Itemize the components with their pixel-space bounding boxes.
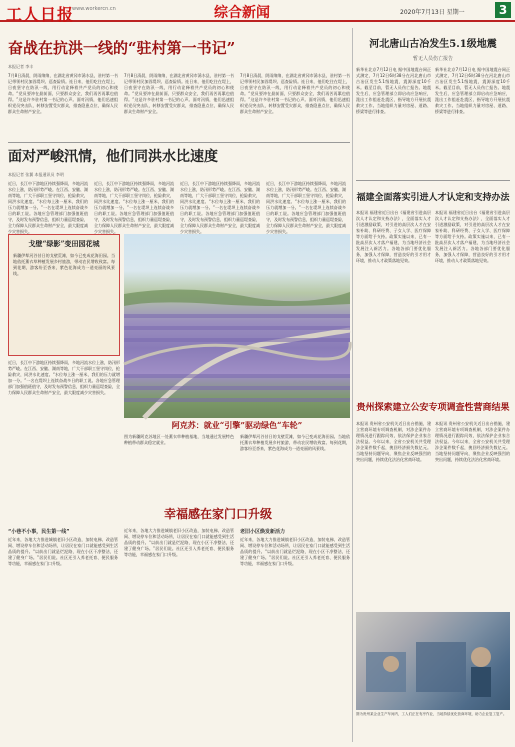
article-headline: 面对严峻汛情，他们同洪水比速度 — [8, 149, 218, 165]
article-body: 近日，长江中下游地区持续强降雨，多地河流水位上涨，防汛形势严峻。在江西、安徽、湖南等地，广大干部职工坚守岗位，抢险救灾，同洪水比速度。“水位每上涨一厘米，我们的压力就增加一分。”一名在堤坝上连续奋战多日的职工说。各地应急管理部门加强值班值守，及时发布预警信息，组织力量巡堤查险，全力保障人民群众生命财产安全，最大限度减少灾害损失。 — [180, 181, 260, 234]
article-subhead: “小巷不小事，民生第一线” — [8, 529, 70, 535]
article-body: 新华社北京7月12日电 据中国地震台网正式测定，7月12日6时38分在河北唐山市古冶区发生5.1级地震，震源深度10千米。截至目前，暂无人员伤亡报告。地震发生后，应急管理部立即启动应急响应，派出工作组赶赴震区，指导地方开展抗震救灾工作。当地组织力量对房屋、道路、桥梁等进行排查。 — [435, 67, 510, 114]
article-headline: 戈壁“绿影”变田园花城 — [28, 239, 100, 248]
article-byline: 本报记者 李丰 — [8, 64, 34, 69]
article-headline: 幸福感在家门口升级 — [163, 507, 272, 521]
article-earthquake — [356, 28, 510, 178]
article-body: 本报讯 福建省近日出台《福建省引进高层次人才认定和支持办法》，全面落实人才引进激励政策，对引进的高层次人才在安家补助、科研经费、子女入学、医疗保障等方面给予支持。政策实施以来，已有一批高层次人才落户福建，为当地经济社会发展注入新活力。各地各部门要优化服务，加强人才保障，营造良好的引才用才环境，推动人才政策落地见效。 — [435, 210, 510, 263]
article-subhead: 老旧小区焕发新活力 — [240, 529, 286, 535]
factory-photo — [356, 612, 510, 710]
article-gobi-continued — [8, 360, 120, 500]
divider — [8, 142, 350, 143]
article-headline: 福建全面落实引进人才认定和支持办法 — [356, 193, 510, 203]
column-divider — [352, 28, 353, 742]
article-headline: 奋战在抗洪一线的“驻村第一书记” — [8, 39, 236, 57]
publication-date: 2020年7月13日 星期一 — [400, 9, 465, 16]
article-happiness — [8, 506, 350, 742]
article-headline: 河北唐山古冶发生5.1级地震 — [369, 39, 497, 50]
article-body: 新华社北京7月12日电 据中国地震台网正式测定，7月12日6时38分在河北唐山市古冶区发生5.1级地震，震源深度10千米。截至目前，暂无人员伤亡报告。地震发生后，应急管理部立即启动应急响应，派出工作组赶赴震区，指导地方开展抗震救灾工作。当地组织力量对房屋、道路、桥梁等进行排查。 — [356, 67, 431, 114]
article-guizhou — [356, 380, 510, 610]
photo-caption-title: 阿克苏：就业“引擎”驱动绿色“车轮” — [171, 420, 303, 430]
article-column — [8, 528, 118, 738]
article-body: 本报讯 贵州省公安机关近日出台措施，建立营商环境专项调查机制，对涉企案件办理情况进行跟踪问效，依法保护企业家合法权益。今年以来，全省公安机关共受理涉企案件数千起，挽回经济损失数亿元。当地坚持问题导向，聚焦企业反映强烈的突出问题，持续优化法治化营商环境。 — [356, 421, 431, 462]
newspaper-url: www.workercn.cn — [72, 6, 116, 12]
photo-caption-body — [124, 434, 350, 504]
lavender-field-photo — [124, 234, 350, 418]
article-flood-secretary — [8, 28, 350, 140]
article-body: 近日，长江中下游地区持续强降雨，多地河流水位上涨，防汛形势严峻。在江西、安徽、湖南等地，广大干部职工坚守岗位，抢险救灾，同洪水比速度。“水位每上涨一厘米，我们的压力就增加一分。”一名在堤坝上连续奋战多日的职工说。各地应急管理部门加强值班值守，及时发布预警信息，组织力量巡堤查险，全力保障人民群众生命财产安全，最大限度减少灾害损失。 — [8, 360, 120, 395]
article-body: 本报讯 贵州省公安机关近日出台措施，建立营商环境专项调查机制，对涉企案件办理情况进行跟踪问效，依法保护企业家合法权益。今年以来，全省公安机关共受理涉企案件数千起，挽回经济损失数亿元。当地坚持问题导向，聚焦企业反映强烈的突出问题，持续优化法治化营商环境。 — [435, 421, 510, 462]
article-column — [240, 528, 350, 738]
article-body: 近年来，各地大力推进城镇老旧小区改造，加装电梯、改造管网、增设停车位和活动场所，让居民在家门口就能感受到生活品质的提升。“以前出门就是烂泥路，现在小区干净整洁，还建了健身广场。”居民们说。社区还引入养老托育、便民服务等功能，幸福感在家门口升级。 — [8, 537, 118, 566]
article-body: 近年来，各地大力推进城镇老旧小区改造，加装电梯、改造管网、增设停车位和活动场所，让居民在家门口就能感受到生活品质的提升。“以前出门就是烂泥路，现在小区干净整洁，还建了健身广场。”居民们说。社区还引入养老托育、便民服务等功能，幸福感在家门口升级。 — [124, 528, 234, 557]
article-headline: 贵州探索建立公安专项调查性营商结果 — [356, 403, 510, 413]
article-gobi-box — [8, 234, 120, 356]
factory-photo-caption: 图为贵州某企业生产车间内，工人们正在有序作业，当地持续优化营商环境，助力企业复工复产。 — [356, 712, 507, 716]
article-subhead: 暂无人员伤亡报告 — [412, 56, 453, 62]
factory-illustration — [356, 612, 510, 710]
article-body: 7月8日清晨，阴雨绵绵，在湖北省黄冈市浠水县，驻村第一书记带领村民加固堤坝、巡查险情。连日来，他们吃住在堤上，日夜坚守在防汛一线，用行动诠释着共产党员的初心和使命。“党员要冲在最前面，只要群众安全，我们再苦再累也值得。”这是许多驻村第一书记的心声。面对汛情，他们迅速组织党员突击队，转移安置受灾群众，排查隐患点位，确保人民群众生命财产安全。 — [124, 73, 234, 114]
article-body: 近日，长江中下游地区持续强降雨，多地河流水位上涨，防汛形势严峻。在江西、安徽、湖南等地，广大干部职工坚守岗位，抢险救灾，同洪水比速度。“水位每上涨一厘米，我们的压力就增加一分。”一名在堤坝上连续奋战多日的职工说。各地应急管理部门加强值班值守，及时发布预警信息，组织力量巡堤查险，全力保障人民群众生命财产安全，最大限度减少灾害损失。 — [94, 181, 174, 234]
section-title: 综合新闻 — [214, 5, 270, 21]
article-body: 近日，长江中下游地区持续强降雨，多地河流水位上涨，防汛形势严峻。在江西、安徽、湖南等地，广大干部职工坚守岗位，抢险救灾，同洪水比速度。“水位每上涨一厘米，我们的压力就增加一分。”一名在堤坝上连续奋战多日的职工说。各地应急管理部门加强值班值守，及时发布预警信息，组织力量巡堤查险，全力保障人民群众生命财产安全，最大限度减少灾害损失。 — [266, 181, 346, 234]
divider — [356, 180, 510, 181]
masthead — [0, 0, 515, 22]
caption-text: 新疆伊犁河谷昔日的戈壁荒滩，如今已变成花海田园。当地依托薰衣草种植发展乡村旅游，带动农民增收致富。每到花期，游客纷至沓来，紫色花海成为一道亮丽的风景线。 — [240, 434, 350, 451]
article-flood-race — [8, 148, 350, 234]
lavender-field-illustration — [124, 234, 350, 418]
caption-text: 图为新疆阿克苏地区一处薰衣草种植基地，当地通过发展特色种植带动群众稳定就业。 — [124, 434, 234, 445]
article-body: 近年来，各地大力推进城镇老旧小区改造，加装电梯、改造管网、增设停车位和活动场所，让居民在家门口就能感受到生活品质的提升。“以前出门就是烂泥路，现在小区干净整洁，还建了健身广场。”居民们说。社区还引入养老托育、便民服务等功能，幸福感在家门口升级。 — [240, 537, 350, 566]
newspaper-logo: 工人日报 — [6, 5, 75, 24]
article-column — [124, 528, 234, 738]
article-body: 7月8日清晨，阴雨绵绵，在湖北省黄冈市浠水县，驻村第一书记带领村民加固堤坝、巡查险情。连日来，他们吃住在堤上，日夜坚守在防汛一线，用行动诠释着共产党员的初心和使命。“党员要冲在最前面，只要群众安全，我们再苦再累也值得。”这是许多驻村第一书记的心声。面对汛情，他们迅速组织党员突击队，转移安置受灾群众，排查隐患点位，确保人民群众生命财产安全。 — [8, 73, 118, 114]
article-fujian-talent — [356, 186, 510, 376]
article-body: 近日，长江中下游地区持续强降雨，多地河流水位上涨，防汛形势严峻。在江西、安徽、湖南等地，广大干部职工坚守岗位，抢险救灾，同洪水比速度。“水位每上涨一厘米，我们的压力就增加一分。”一名在堤坝上连续奋战多日的职工说。各地应急管理部门加强值班值守，及时发布预警信息，组织力量巡堤查险，全力保障人民群众生命财产安全，最大限度减少灾害损失。 — [8, 181, 88, 234]
article-body: 7月8日清晨，阴雨绵绵，在湖北省黄冈市浠水县，驻村第一书记带领村民加固堤坝、巡查险情。连日来，他们吃住在堤上，日夜坚守在防汛一线，用行动诠释着共产党员的初心和使命。“党员要冲在最前面，只要群众安全，我们再苦再累也值得。”这是许多驻村第一书记的心声。面对汛情，他们迅速组织党员突击队，转移安置受灾群众，排查隐患点位，确保人民群众生命财产安全。 — [240, 73, 350, 114]
article-body: 本报讯 福建省近日出台《福建省引进高层次人才认定和支持办法》，全面落实人才引进激励政策，对引进的高层次人才在安家补助、科研经费、子女入学、医疗保障等方面给予支持。政策实施以来，已有一批高层次人才落户福建，为当地经济社会发展注入新活力。各地各部门要优化服务，加强人才保障，营造良好的引才用才环境，推动人才政策落地见效。 — [356, 210, 431, 263]
article-byline: 本报记者 张翼 本报通讯员 李明 — [8, 172, 64, 177]
article-body: 新疆伊犁河谷昔日的戈壁荒滩，如今已变成花海田园。当地依托薰衣草种植发展乡村旅游，带动农民增收致富。每到花期，游客纷至沓来，紫色花海成为一道亮丽的风景线。 — [13, 253, 115, 276]
page-number-badge: 3 — [495, 2, 511, 18]
